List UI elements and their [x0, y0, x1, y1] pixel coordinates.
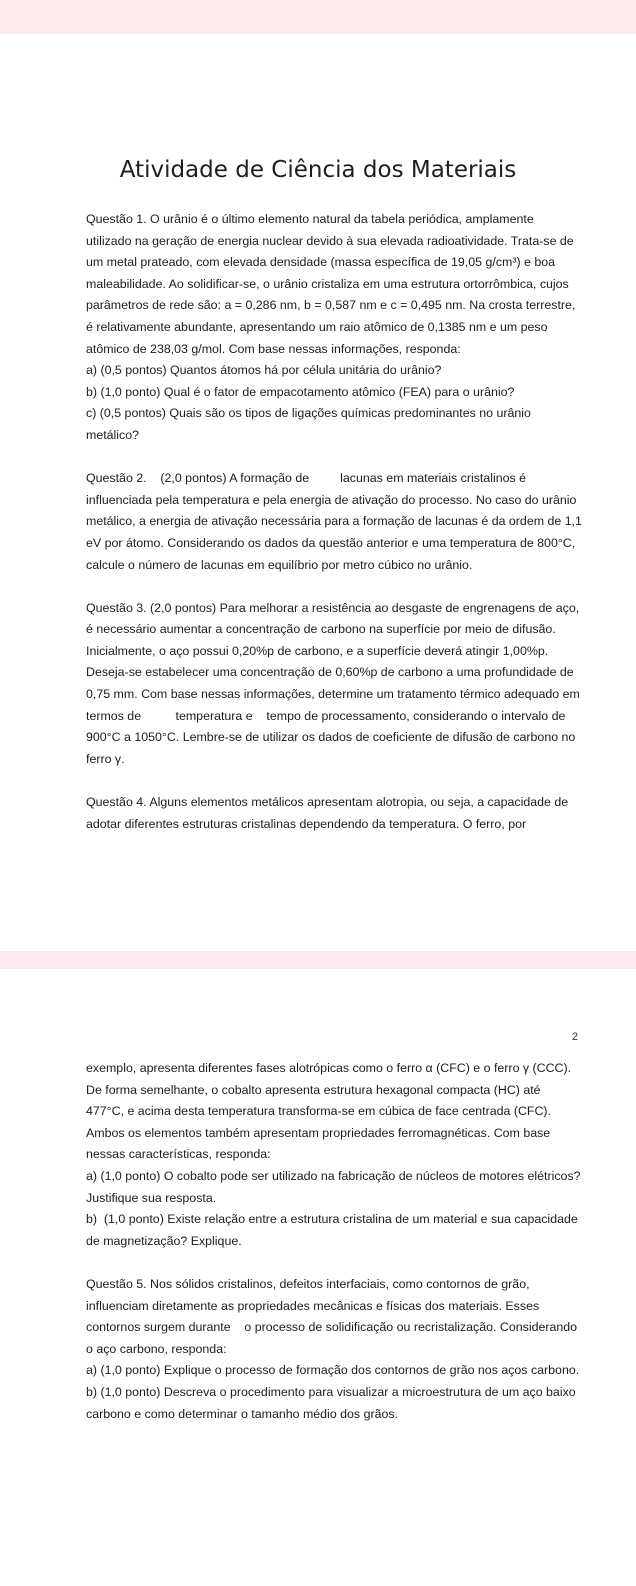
page-number: 2 — [571, 1031, 578, 1043]
question-5-statement: Questão 5. Nos sólidos cristalinos, defeitos interfaciais, como contornos de grão, influenciam diretamente as propriedades mecânicas e físicas dos materiais. Esses contornos surgem durante o processo de solidificação ou recristalização. Considerando o aço carbono, responda: — [86, 1276, 581, 1356]
question-5-item-a: a) (1,0 ponto) Explique o processo de formação dos contornos de grão nos aços carbono. — [86, 1363, 580, 1378]
question-3-statement: Questão 3. (2,0 pontos) Para melhorar a resistência ao desgaste de engrenagens de aço, é necessário aumentar a concentração de carbono na superfície por meio de difusão. Inicialmente, o aço possui 0,20%p de carbono, e a superfície deverá atingir 1,00%p. Deseja-se estabelecer uma concentração de 0,60%p de carbono a uma profundidade de 0,75 mm. Com base nessas informações, determine um tratamento térmico adequado em termos de temperatura e tempo de processamento, considerando o intervalo de 900°C a 1050°C. Lembre-se de utilizar os dados de coeficiente de difusão de carbono no ferro γ. — [86, 600, 584, 766]
question-1-item-c: c) (0,5 pontos) Quais são os tipos de ligações químicas predominantes no urânio metálico? — [86, 406, 531, 442]
question-4-item-a: a) (1,0 ponto) O cobalto pode ser utilizado na fabricação de núcleos de motores elétricos? Justifique sua resposta. — [86, 1168, 581, 1205]
document-page-1 — [0, 34, 636, 951]
document-page-2 — [0, 969, 636, 1586]
document-title: Atividade de Ciência dos Materiais — [119, 157, 517, 183]
question-5-item-b: b) (1,0 ponto) Descreva o procedimento para visualizar a microestrutura de um aço baixo carbono e como determinar o tamanho médio dos grãos. — [86, 1384, 576, 1421]
question-2-statement: Questão 2. (2,0 pontos) A formação de lacunas em materiais cristalinos é influenciada pela temperatura e pela energia de ativação do processo. No caso do urânio metálico, a energia de ativação necessária para a formação de lacunas é da ordem de 1,1 eV por átomo. Considerando os dados da questão anterior e uma temperatura de 800°C, calcule o número de lacunas em equilíbrio por metro cúbico no urânio. — [86, 471, 586, 572]
question-4-item-b: b) (1,0 ponto) Existe relação entre a estrutura cristalina de um material e sua capacidade de magnetização? Explique. — [86, 1212, 582, 1248]
page-1-content — [86, 209, 586, 835]
question-1-item-a: a) (0,5 pontos) Quantos átomos há por célula unitária do urânio? — [86, 363, 442, 378]
page-2-content — [86, 1058, 582, 1425]
question-1-statement: Questão 1. O urânio é o último elemento natural da tabela periódica, amplamente utilizado na geração de energia nuclear devido à sua elevada radioatividade. Trata-se de um metal prateado, com elevada densidade (massa específica de 19,05 g/cm³) e boa maleabilidade. Ao solidificar-se, o urânio cristaliza em uma estrutura ortorrômbica, cujos parâmetros de rede são: a = 0,286 nm, b = 0,587 nm e c = 0,495 nm. Na crosta terrestre, é relativamente abundante, apresentando um raio atômico de 0,1385 nm e um peso atômico de 238,03 g/mol. Com base nessas informações, responda: — [86, 212, 576, 356]
question-4-statement-start: Questão 4. Alguns elementos metálicos apresentam alotropia, ou seja, a capacidade de adotar diferentes estruturas cristalinas dependendo da temperatura. O ferro, por — [86, 795, 569, 831]
question-4-statement-continued: exemplo, apresenta diferentes fases alotrópicas como o ferro α (CFC) e o ferro γ (CCC). De forma semelhante, o cobalto apresenta estrutura hexagonal compacta (HC) até 477°C, e acima desta temperatura transforma-se em cúbica de face centrada (CFC). Ambos os elementos também apresentam propriedades ferromagnéticas. Com base nessas características, responda: — [86, 1061, 572, 1162]
question-1-item-b: b) (1,0 ponto) Qual é o fator de empacotamento atômico (FEA) para o urânio? — [86, 384, 515, 399]
